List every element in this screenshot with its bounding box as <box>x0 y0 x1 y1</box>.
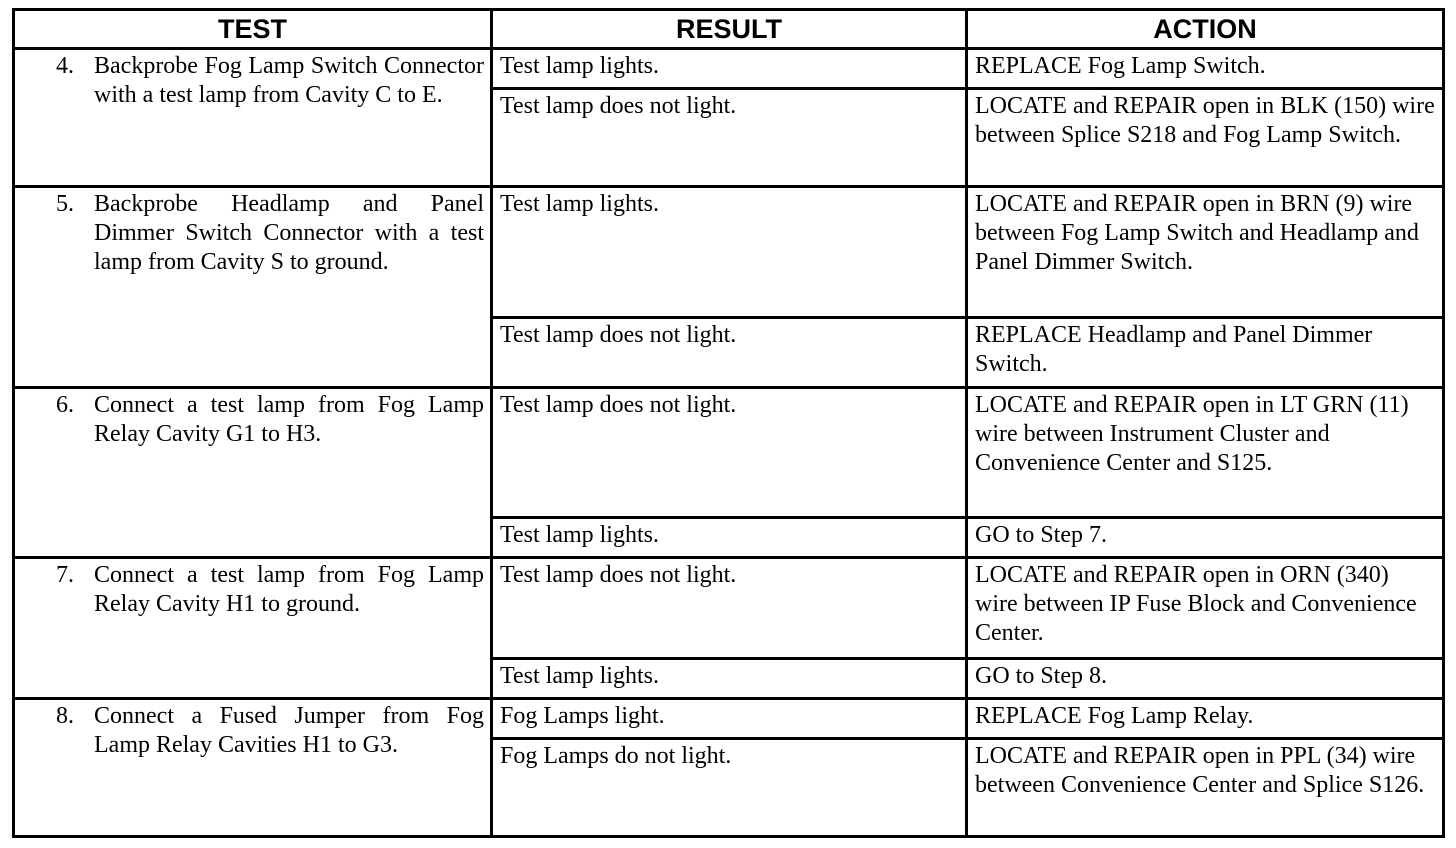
result-cell: Test lamp lights. <box>492 658 967 698</box>
step-test-text: Backprobe Fog Lamp Switch Connector with a test lamp from Cavity C to E. <box>94 53 484 108</box>
step-number: 8. <box>56 702 74 729</box>
step-test-text: Connect a test lamp from Fog Lamp Relay Cavity G1 to H3. <box>94 391 484 447</box>
action-cell: GO to Step 8. <box>967 658 1444 698</box>
action-cell: REPLACE Headlamp and Panel Dimmer Switch. <box>967 317 1444 387</box>
test-cell-step-4 <box>14 49 492 187</box>
result-cell: Test lamp lights. <box>492 518 967 558</box>
result-cell: Test lamp does not light. <box>492 317 967 387</box>
diagnostic-table <box>12 8 1445 838</box>
step-number: 5. <box>56 191 74 218</box>
result-cell: Test lamp does not light. <box>492 558 967 658</box>
table-row <box>14 187 1444 317</box>
action-cell: LOCATE and REPAIR open in BRN (9) wire between Fog Lamp Switch and Headlamp and Panel Dimmer Switch. <box>967 187 1444 317</box>
action-cell: LOCATE and REPAIR open in LT GRN (11) wire between Instrument Cluster and Convenience Center and S125. <box>967 387 1444 517</box>
test-cell-step-7 <box>14 558 492 698</box>
header-row <box>14 10 1444 49</box>
table-row <box>14 387 1444 517</box>
action-cell: GO to Step 7. <box>967 518 1444 558</box>
action-cell: LOCATE and REPAIR open in BLK (150) wire between Splice S218 and Fog Lamp Switch. <box>967 89 1444 187</box>
step-number: 6. <box>56 391 74 418</box>
table-row <box>14 49 1444 89</box>
table-row <box>14 698 1444 738</box>
action-cell: REPLACE Fog Lamp Relay. <box>967 698 1444 738</box>
action-cell: REPLACE Fog Lamp Switch. <box>967 49 1444 89</box>
action-cell: LOCATE and REPAIR open in PPL (34) wire between Convenience Center and Splice S126. <box>967 738 1444 836</box>
step-test-text: Connect a test lamp from Fog Lamp Relay Cavity H1 to ground. <box>94 562 484 618</box>
result-cell: Test lamp does not light. <box>492 89 967 187</box>
test-cell-step-5 <box>14 187 492 388</box>
table-row <box>14 558 1444 658</box>
result-cell: Fog Lamps light. <box>492 698 967 738</box>
header-result: RESULT <box>492 10 967 49</box>
header-test: TEST <box>14 10 492 49</box>
step-test-text: Connect a Fused Jumper from Fog Lamp Relay Cavities H1 to G3. <box>94 702 484 758</box>
result-cell: Test lamp lights. <box>492 187 967 317</box>
action-cell: LOCATE and REPAIR open in ORN (340) wire between IP Fuse Block and Convenience Center. <box>967 558 1444 658</box>
step-number: 4. <box>56 53 74 79</box>
result-cell: Test lamp does not light. <box>492 387 967 517</box>
step-test-text: Backprobe Headlamp and Panel Dimmer Switch Connector with a test lamp from Cavity S to ground. <box>94 191 484 276</box>
test-cell-step-6 <box>14 387 492 557</box>
result-cell: Test lamp lights. <box>492 49 967 89</box>
test-cell-step-8 <box>14 698 492 836</box>
header-action: ACTION <box>967 10 1444 49</box>
step-number: 7. <box>56 562 74 589</box>
result-cell: Fog Lamps do not light. <box>492 738 967 836</box>
